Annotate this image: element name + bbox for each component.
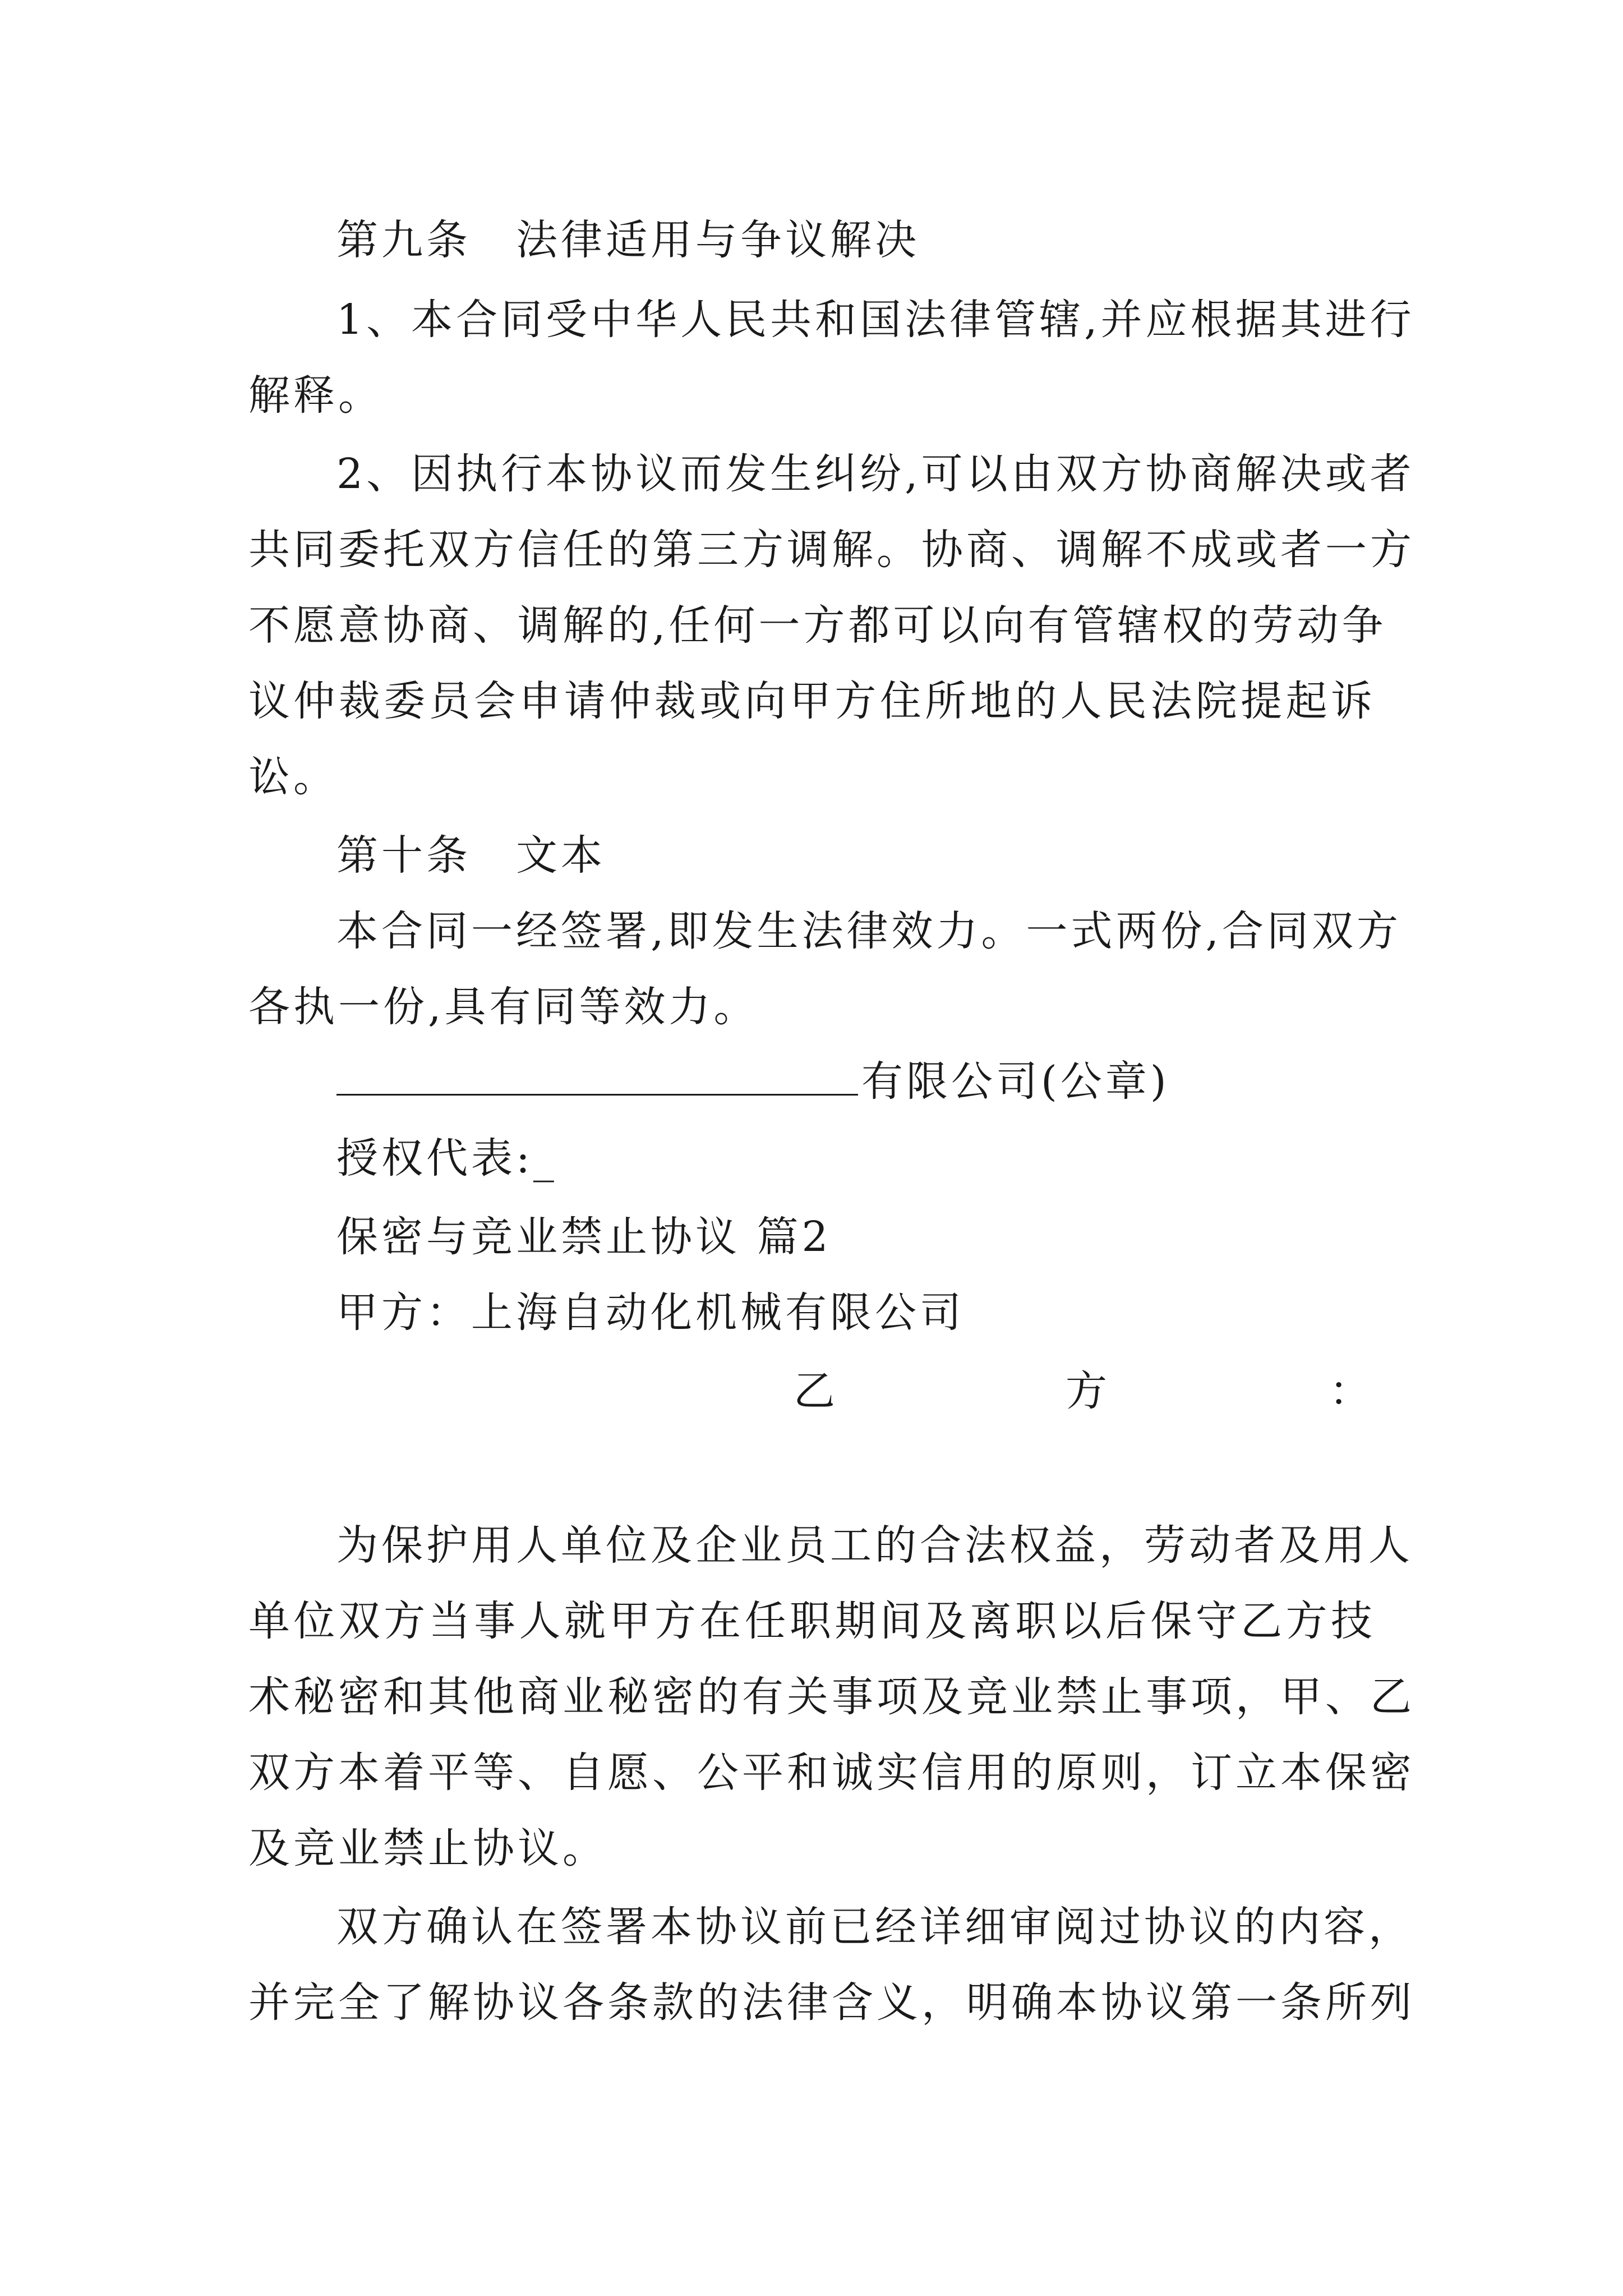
paragraph-line: 各执一份,具有同等效力。 (248, 983, 759, 1031)
paragraph-line: 单位双方当事人就甲方在任职期间及离职以后保守乙方技 (248, 1597, 1376, 1645)
paragraph-line: 1、本合同受中华人民共和国法律管辖,并应根据其进行 (336, 296, 1415, 344)
party-b-label-1: 乙 (794, 1367, 835, 1415)
article-9-heading: 第九条 法律适用与争议解决 (336, 216, 920, 264)
paragraph-line: 双方确认在签署本协议前已经详细审阅过协议的内容， (336, 1903, 1413, 1951)
paragraph-line: 不愿意协商、调解的,任何一方都可以向有管辖权的劳动争 (248, 601, 1387, 650)
party-b-colon: ： (1329, 1367, 1371, 1415)
paragraph-line: 讼。 (248, 753, 338, 801)
authorized-representative: 授权代表:_ (336, 1134, 557, 1182)
paragraph-line: 及竞业禁止协议。 (248, 1824, 607, 1872)
paragraph-line: 本合同一经签署,即发生法律效力。一式两份,合同双方 (336, 907, 1402, 955)
paragraph-line: 议仲裁委员会申请仲裁或向甲方住所地的人民法院提起诉 (248, 677, 1376, 725)
company-seal-line (336, 1055, 1170, 1107)
paragraph-line: 双方本着平等、自愿、公平和诚实信用的原则，订立本保密 (248, 1749, 1415, 1797)
paragraph-line: 并完全了解协议各条款的法律含义，明确本协议第一条所列 (248, 1978, 1415, 2027)
paragraph-line: 为保护用人单位及企业员工的合法权益，劳动者及用人 (336, 1521, 1413, 1570)
agreement-title: 保密与竞业禁止协议 篇2 (336, 1213, 832, 1261)
party-a: 甲方：上海自动化机械有限公司 (336, 1289, 965, 1337)
party-b-label-2: 方 (1066, 1367, 1107, 1415)
paragraph-line: 共同委托双方信任的第三方调解。协商、调解不成或者一方 (248, 526, 1415, 574)
company-seal-label: 有限公司(公章) (861, 1057, 1170, 1106)
signature-blank (336, 1055, 858, 1096)
article-10-heading: 第十条 文本 (336, 831, 606, 880)
paragraph-line: 解释。 (248, 371, 383, 420)
paragraph-line: 2、因执行本协议而发生纠纷,可以由双方协商解决或者 (336, 450, 1415, 498)
paragraph-line: 术秘密和其他商业秘密的有关事项及竞业禁止事项，甲、乙 (248, 1673, 1415, 1721)
